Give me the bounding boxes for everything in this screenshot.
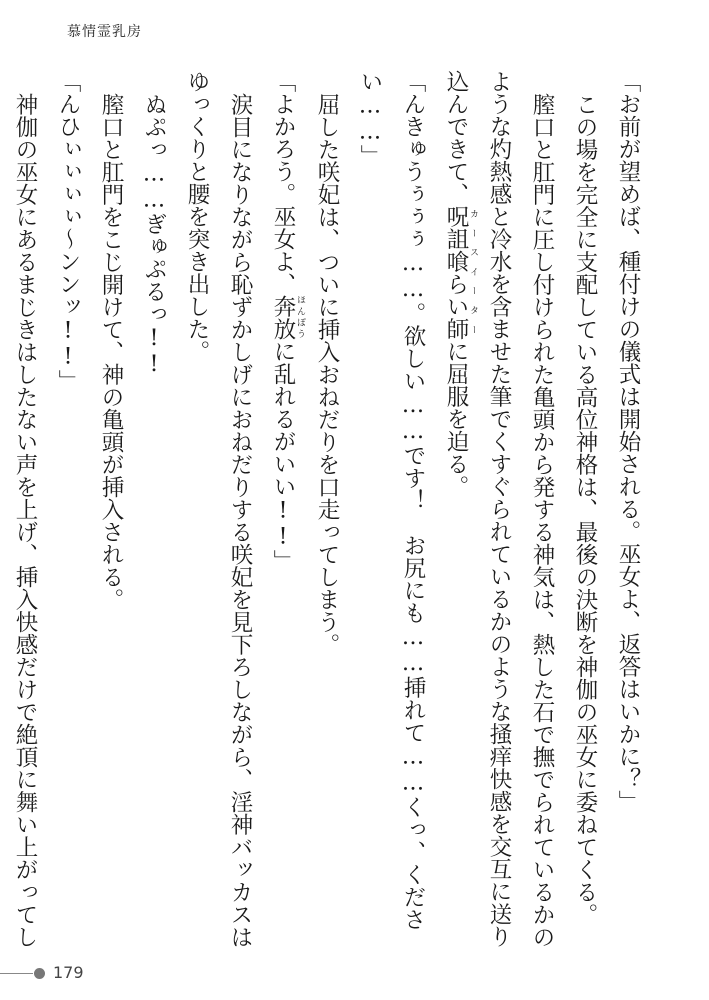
text-run: 「んひぃぃぃぃ〜ンンッ!!」 — [55, 70, 81, 392]
text-paragraph — [46, 70, 89, 950]
text-paragraph — [348, 70, 434, 950]
text-run: 神伽の巫女にあるまじきはしたない声を上げ、挿入快感だけで絶頂に舞い上がってし — [12, 92, 38, 948]
ruby-annotated-word: 奔放 ほんぽう — [270, 295, 305, 340]
text-run: 膣口と肛門をこじ開けて、神の亀頭が挿入される。 — [98, 92, 124, 610]
footer-rule — [0, 973, 33, 974]
ruby-reading: ほんぽう — [295, 295, 305, 340]
page-footer — [0, 962, 150, 986]
text-paragraph — [563, 70, 606, 950]
body-text — [0, 70, 649, 950]
text-paragraph — [89, 70, 132, 950]
text-run: 「んきゅうぅぅぅ……。欲しい……です！ お尻にも……挿れて……くっ、ください……」 — [357, 70, 426, 931]
text-run: この場を完全に支配している高位神格は、最後の決断を神伽の巫女に委ねてくる。 — [572, 92, 598, 925]
text-paragraph — [434, 70, 563, 950]
book-title: 慕情霊乳房 — [67, 24, 142, 40]
ruby-annotated-word: 呪詛喰らい師 カースイーター — [443, 205, 478, 340]
text-paragraph — [261, 70, 305, 950]
text-paragraph — [175, 70, 261, 950]
text-run: 涙目になりながら恥ずかしげにおねだりする咲妃を見下ろしながら、淫神バッカスはゆっくりと腰を突き出した。 — [184, 70, 253, 948]
text-run: に乱れるがいい!!」 — [270, 340, 296, 572]
text-run: に屈服を迫る。 — [443, 340, 469, 498]
text-paragraph — [305, 70, 348, 950]
text-paragraph — [0, 70, 46, 950]
footer-dot-icon — [34, 968, 45, 979]
text-paragraph — [132, 70, 175, 950]
text-run: ぬぷっ……ぎゅぷるっ!! — [141, 92, 167, 377]
text-paragraph — [606, 70, 649, 950]
text-run: 膣口と肛門に圧し付けられた亀頭から発する神気は、熱した石で撫でられているかのような灼熱感と冷水を含ませた筆でくすぐられているかのような掻痒快感を交互に送り込んできて、 — [443, 70, 555, 948]
page-number: 179 — [53, 963, 84, 982]
ruby-reading: カースイーター — [468, 205, 478, 340]
text-run: 「お前が望めば、種付けの儀式は開始される。巫女よ、返答はいかに？」 — [615, 70, 641, 813]
text-run: 「よかろう。巫女よ、 — [270, 70, 296, 295]
text-run: 屈した咲妃は、ついに挿入おねだりを口走ってしまう。 — [314, 92, 340, 655]
